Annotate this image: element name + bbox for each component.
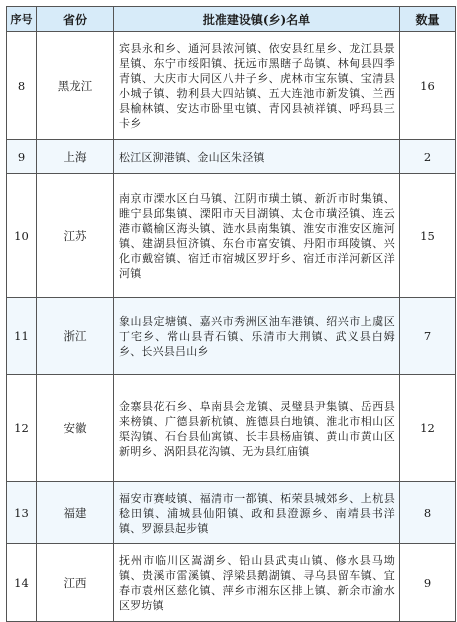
row-count: 9	[400, 544, 456, 622]
row-province: 黑龙江	[37, 32, 114, 140]
row-index: 13	[7, 482, 37, 544]
table-row	[7, 140, 456, 174]
table-row	[7, 32, 456, 140]
row-index: 12	[7, 375, 37, 482]
header-count: 数量	[400, 7, 456, 32]
row-towns: 宾县永和乡、通河县浓河镇、依安县红星乡、龙江县景星镇、东宁市绥阳镇、抚远市黑瞎子岛镇、林甸县四季青镇、大庆市大同区八井子乡、虎林市宝东镇、宝清县小城子镇、勃利县大四站镇、五大连池市新发镇、兰西县榆林镇、安达市卧里屯镇、青冈县祯祥镇、呼玛县三卡乡	[114, 32, 400, 140]
table-row	[7, 174, 456, 298]
row-towns: 金寨县花石乡、阜南县会龙镇、灵璧县尹集镇、岳西县来榜镇、广德县新杭镇、旌德县白地镇、淮北市相山区渠沟镇、石台县仙寓镇、长丰县杨庙镇、黄山市黄山区新明乡、涡阳县花沟镇、无为县红庙镇	[114, 375, 400, 482]
town-list-table	[6, 6, 456, 622]
row-towns: 福安市赛岐镇、福清市一都镇、柘荣县城郊乡、上杭县稔田镇、浦城县仙阳镇、政和县澄源乡、南靖县书洋镇、罗源县起步镇	[114, 482, 400, 544]
row-province: 浙江	[37, 298, 114, 375]
header-province: 省份	[37, 7, 114, 32]
row-count: 2	[400, 140, 456, 174]
row-towns: 抚州市临川区嵩湖乡、铅山县武夷山镇、修水县马坳镇、贵溪市雷溪镇、浮梁县鹅湖镇、寻乌县留车镇、宜春市袁州区慈化镇、萍乡市湘东区排上镇、新余市渝水区罗坊镇	[114, 544, 400, 622]
table-row	[7, 298, 456, 375]
row-count: 7	[400, 298, 456, 375]
row-province: 江苏	[37, 174, 114, 298]
table-row	[7, 482, 456, 544]
row-towns: 松江区泖港镇、金山区朱泾镇	[114, 140, 400, 174]
row-count: 16	[400, 32, 456, 140]
table-row	[7, 544, 456, 622]
table-row	[7, 375, 456, 482]
row-index: 14	[7, 544, 37, 622]
row-towns: 南京市溧水区白马镇、江阴市璜土镇、新沂市时集镇、睢宁县邱集镇、溧阳市天目湖镇、太仓市璜泾镇、连云港市赣榆区海头镇、涟水县南集镇、淮安市淮安区施河镇、建湖县恒济镇、东台市富安镇、丹阳市珥陵镇、兴化市戴窑镇、宿迁市宿城区罗圩乡、宿迁市洋河新区洋河镇	[114, 174, 400, 298]
row-province: 江西	[37, 544, 114, 622]
table-header-row	[7, 7, 456, 32]
row-province: 上海	[37, 140, 114, 174]
row-towns: 象山县定塘镇、嘉兴市秀洲区油车港镇、绍兴市上虞区丁宅乡、常山县青石镇、乐清市大荆镇、武义县白姆乡、长兴县吕山乡	[114, 298, 400, 375]
row-index: 11	[7, 298, 37, 375]
header-index: 序号	[7, 7, 37, 32]
row-province: 安徽	[37, 375, 114, 482]
row-index: 10	[7, 174, 37, 298]
row-count: 12	[400, 375, 456, 482]
header-towns: 批准建设镇(乡)名单	[114, 7, 400, 32]
row-count: 8	[400, 482, 456, 544]
row-index: 9	[7, 140, 37, 174]
row-province: 福建	[37, 482, 114, 544]
row-count: 15	[400, 174, 456, 298]
row-index: 8	[7, 32, 37, 140]
